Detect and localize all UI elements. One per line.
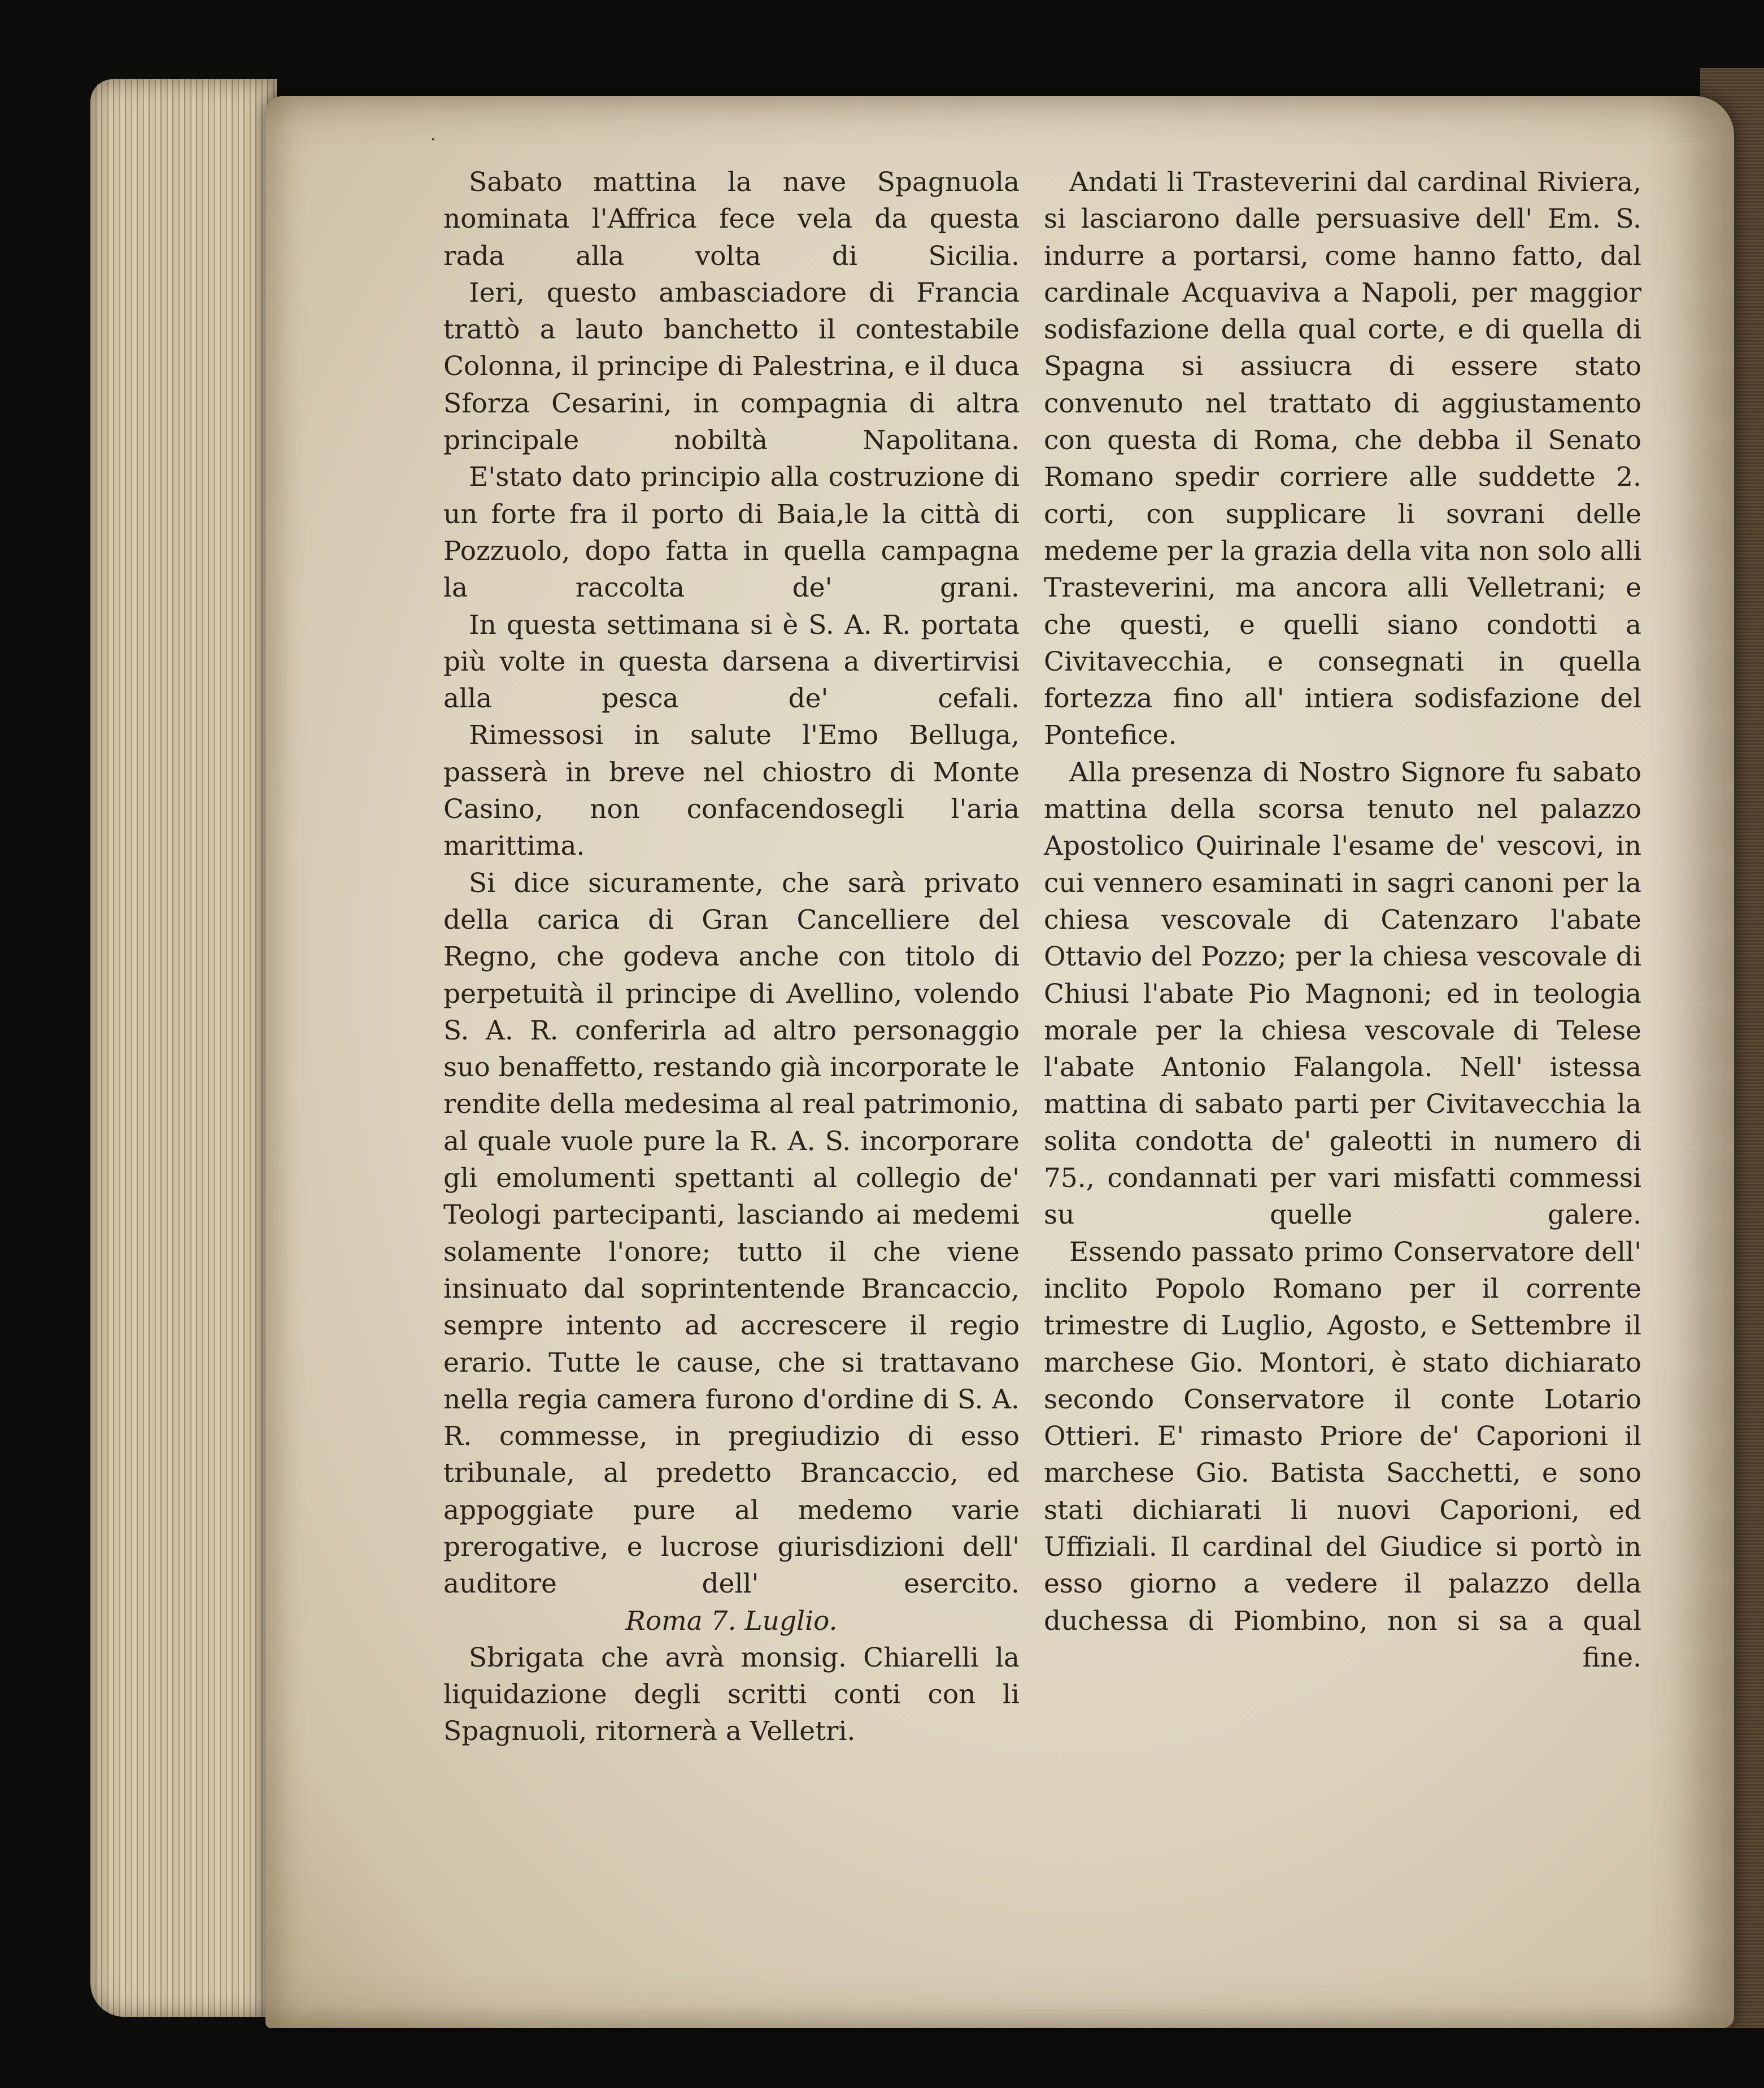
dateline-roma: Roma 7. Luglio. [625,1605,838,1637]
paragraph-fort-construction: E'stato dato principio alla costruzione di un forte fra il porto di Baia,le la città di Pozzuolo, dopo fatta in quella campagna la raccolta de' grani. [443,462,1020,604]
page-edges [90,79,277,2017]
paragraph-bishops-exam: Alla presenza di Nostro Signore fu sabato mattina della scorsa tenuto nel palazzo Apostolico Quirinale l'esame de' vescovi, in cui vennero esaminati in sagri canoni per la chiesa vescovale di Catenzaro l'abate Ottavio del Pozzo; per la chiesa vescovale di Chiusi l'abate Pio Magnoni; ed in teologia morale per la chiesa vescovale di Telese l'abate Antonio Falangola. Nell' istessa mattina di sabato parti per Civitavecchia la solita condotta de' galeotti in numero di 75., condannati per vari misfatti commessi su quelle galere. [1044,756,1641,1231]
catchword: fine. [1582,1642,1641,1673]
paragraph-french-ambassador: Ieri, questo ambasciadore di Francia trattò a lauto banchetto il contestabile Colonna, il principe di Palestrina, e il duca Sforza Cesarini, in compagnia di altra principale nobiltà Napolitana. [443,277,1020,456]
paragraph-conservatore: Essendo passato primo Conservatore dell' inclito Popolo Romano per il corrente trimestre di Luglio, Agosto, e Settembre il marchese Gio. Montori, è stato dichiarato secondo Conservatore il conte Lotario Ottieri. E' rimasto Priore de' Caporioni il marchese Gio. Batista Sacchetti, e sono stati dichiarati li nuovi Caporioni, ed Uffiziali. Il cardinal del Giudice si portò in esso giorno a vedere il palazzo della duchessa di Piombino, non si sa a qual [1044,1236,1641,1637]
paragraph-belluga: Rimessosi in salute l'Emo Belluga, passerà in breve nel chiostro di Monte Casino, non confacendosegli l'aria marittima. [443,720,1020,862]
paragraph-spanish-ship: Sabato mattina la nave Spagnuola nominata l'Affrica fece vela da questa rada alla volta di Sicilia. [443,167,1020,272]
paragraph-trasteverini: Andati li Trasteverini dal cardinal Riviera, si lasciarono dalle persuasive dell' Em. S. indurre a portarsi, come hanno fatto, dal cardinale Acquaviva a Napoli, per maggior sodisfazione della qual corte, e di quella di Spagna si assiucra di essere stato convenuto nel trattato di aggiustamento con questa di Roma, che debba il Senato Romano spedir corriere alle suddette 2. corti, con supplicare li sovrani delle medeme per la grazia della vita non solo alli Trasteverini, ma ancora alli Velletrani; e che questi, e quelli siano condotti a Civitavecchia, e consegnati in quella fortezza fino all' intiera sodisfazione del Pontefice. [1044,167,1641,751]
right-column [1044,164,1641,1676]
left-column [443,164,1020,1750]
ink-speck: · [430,130,436,150]
paragraph-chancellor: Si dice sicuramente, che sarà privato della carica di Gran Cancelliere del Regno, che godeva anche con titolo di perpetuità il principe di Avellino, volendo S. A. R. conferirla ad altro personaggio suo benaffetto, restando già incorporate le rendite della medesima al real patrimonio, al quale vuole pure la R. A. S. incorporare gli emolumenti spettanti al collegio de' Teologi partecipanti, lasciando ai medemi solamente l'onore; tutto il che viene insinuato dal soprintentende Brancaccio, sempre intento ad accrescere il regio erario. Tutte le cause, che si trattavano nella regia camera furono d'ordine di S. A. R. commesse, in pregiudizio di esso tribunale, al predetto Brancaccio, ed appoggiate pure al medemo varie prerogative, e lucrose giurisdizioni dell' auditore dell' esercito. [443,867,1020,1600]
paragraph-fishing: In questa settimana si è S. A. R. portata più volte in questa darsena a divertirvisi alla pesca de' cefali. [443,609,1020,715]
paragraph-chiarelli: Sbrigata che avrà monsig. Chiarelli la liquidazione degli scritti conti con li Spagnuoli, ritornerà a Velletri. [443,1642,1020,1747]
